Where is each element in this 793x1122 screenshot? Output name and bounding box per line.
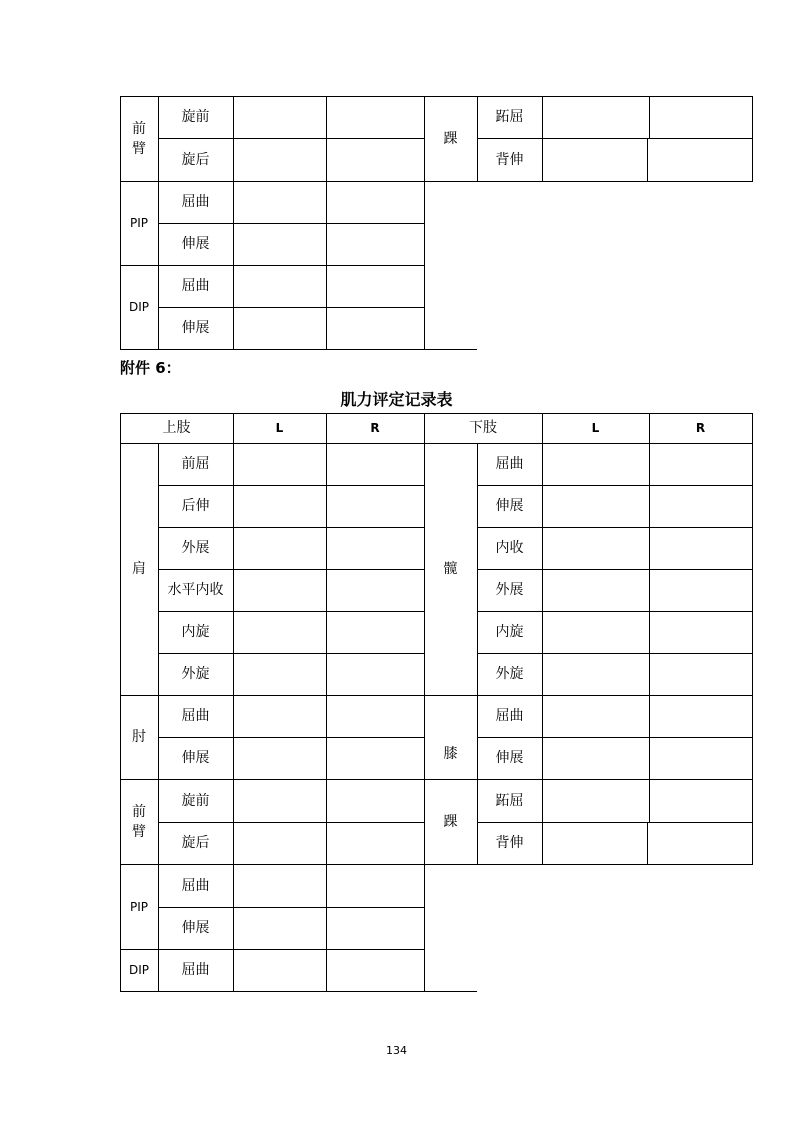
value-cell[interactable] [234, 950, 326, 991]
joint-label-char: 臂 [132, 140, 146, 157]
hip-motion-abduction: 外展 [495, 582, 524, 598]
value-cell[interactable] [327, 612, 424, 653]
value-cell[interactable] [650, 654, 752, 695]
value-cell[interactable] [234, 266, 326, 307]
header-right-lower: R [695, 421, 706, 435]
shoulder-motion-extension: 后伸 [181, 498, 210, 514]
hip-joint-label: 髋 [443, 561, 458, 577]
joint-label-char: 臂 [132, 823, 146, 840]
forearm-joint-label [120, 96, 158, 181]
value-cell[interactable] [543, 823, 647, 864]
pip-motion-extension: 伸展 [181, 236, 210, 252]
header-upper-limb: 上肢 [162, 420, 191, 436]
ankle-motion-plantarflexion: 跖屈 [495, 109, 524, 125]
value-cell[interactable] [543, 570, 649, 611]
value-cell[interactable] [234, 444, 326, 485]
value-cell[interactable] [327, 865, 424, 907]
value-cell[interactable] [650, 97, 752, 138]
value-cell[interactable] [543, 97, 649, 138]
value-cell[interactable] [234, 528, 326, 569]
shoulder-motion-internal-rotation: 内旋 [181, 624, 210, 640]
value-cell[interactable] [234, 97, 326, 138]
hip-motion-extension: 伸展 [495, 498, 524, 514]
value-cell[interactable] [327, 139, 424, 181]
value-cell[interactable] [543, 528, 649, 569]
value-cell[interactable] [234, 738, 326, 779]
value-cell[interactable] [650, 612, 752, 653]
value-cell[interactable] [650, 528, 752, 569]
value-cell[interactable] [234, 780, 326, 822]
value-cell[interactable] [650, 486, 752, 527]
pip-joint-label: PIP [129, 216, 148, 230]
hip-motion-external-rotation: 外旋 [495, 666, 524, 682]
ankle-motion-dorsiflexion: 背伸 [495, 151, 524, 168]
joint-label-char: 前 [132, 120, 146, 137]
value-cell[interactable] [543, 696, 649, 737]
value-cell[interactable] [234, 865, 326, 907]
value-cell[interactable] [327, 570, 424, 611]
value-cell[interactable] [650, 570, 752, 611]
hip-motion-internal-rotation: 内旋 [495, 624, 524, 640]
pip-motion-extension: 伸展 [181, 920, 210, 936]
knee-motion-extension: 伸展 [495, 750, 524, 766]
value-cell[interactable] [234, 654, 326, 695]
form-title: 肌力评定记录表 [340, 390, 453, 409]
ankle-joint-label: 踝 [443, 130, 458, 147]
forearm-motion-supination: 旋后 [181, 835, 210, 851]
forearm-motion-pronation: 旋前 [181, 792, 210, 809]
elbow-joint-label: 肘 [132, 729, 146, 745]
value-cell[interactable] [543, 139, 647, 181]
shoulder-motion-horizontal-adduction: 水平内收 [167, 582, 224, 598]
value-cell[interactable] [327, 780, 424, 822]
value-cell[interactable] [650, 444, 752, 485]
value-cell[interactable] [234, 308, 326, 349]
value-cell[interactable] [648, 823, 752, 864]
value-cell[interactable] [327, 696, 424, 737]
value-cell[interactable] [327, 486, 424, 527]
ankle-motion-dorsiflexion: 背伸 [495, 835, 524, 851]
value-cell[interactable] [234, 823, 326, 864]
pip-joint-label: PIP [129, 899, 148, 914]
ankle-joint-label: 踝 [443, 813, 458, 830]
value-cell[interactable] [650, 696, 752, 737]
header-lower-limb: 下肢 [469, 420, 497, 436]
value-cell[interactable] [234, 139, 326, 181]
value-cell[interactable] [234, 612, 326, 653]
value-cell[interactable] [327, 823, 424, 864]
header-left-upper: L [275, 421, 284, 435]
value-cell[interactable] [543, 612, 649, 653]
dip-joint-label: DIP [128, 963, 149, 977]
pip-motion-flexion: 屈曲 [181, 877, 210, 894]
forearm-joint-label [120, 779, 158, 864]
shoulder-motion-abduction: 外展 [181, 540, 210, 556]
value-cell[interactable] [327, 182, 424, 223]
value-cell[interactable] [543, 780, 649, 822]
dip-motion-extension: 伸展 [181, 320, 210, 336]
elbow-motion-extension: 伸展 [181, 750, 210, 766]
pip-motion-flexion: 屈曲 [181, 194, 210, 210]
value-cell[interactable] [327, 528, 424, 569]
knee-motion-flexion: 屈曲 [495, 708, 524, 724]
value-cell[interactable] [327, 950, 424, 991]
shoulder-motion-external-rotation: 外旋 [181, 666, 210, 682]
dip-motion-flexion: 屈曲 [181, 962, 210, 978]
knee-joint-label: 膝 [443, 746, 458, 762]
annex-label: 附件 6： [120, 359, 181, 377]
dip-joint-label: DIP [128, 300, 149, 314]
value-cell[interactable] [234, 908, 326, 949]
value-cell[interactable] [234, 224, 326, 265]
value-cell[interactable] [650, 738, 752, 779]
forearm-motion-supination: 旋后 [181, 151, 210, 168]
value-cell[interactable] [327, 266, 424, 307]
dip-motion-flexion: 屈曲 [181, 278, 210, 294]
value-cell[interactable] [543, 486, 649, 527]
value-cell[interactable] [543, 738, 649, 779]
value-cell[interactable] [234, 182, 326, 223]
header-left-lower: L [591, 421, 600, 435]
joint-label-char: 前 [132, 803, 146, 820]
shoulder-motion-flexion: 前屈 [181, 456, 210, 472]
value-cell[interactable] [327, 654, 424, 695]
page-number: 134 [386, 1044, 407, 1057]
value-cell[interactable] [543, 654, 649, 695]
value-cell[interactable] [650, 780, 752, 822]
shoulder-joint-label: 肩 [132, 561, 146, 577]
elbow-motion-flexion: 屈曲 [181, 708, 210, 724]
value-cell[interactable] [327, 97, 424, 138]
value-cell[interactable] [327, 738, 424, 779]
value-cell[interactable] [327, 908, 424, 949]
header-right-upper: R [370, 421, 380, 435]
value-cell[interactable] [234, 486, 326, 527]
value-cell[interactable] [234, 696, 326, 737]
value-cell[interactable] [327, 308, 424, 349]
value-cell[interactable] [234, 570, 326, 611]
value-cell[interactable] [327, 224, 424, 265]
value-cell[interactable] [543, 444, 649, 485]
value-cell[interactable] [327, 444, 424, 485]
forearm-motion-pronation: 旋前 [181, 109, 210, 125]
hip-motion-adduction: 内收 [495, 540, 524, 556]
hip-motion-flexion: 屈曲 [495, 456, 524, 472]
value-cell[interactable] [648, 139, 752, 181]
ankle-motion-plantarflexion: 跖屈 [495, 792, 524, 809]
